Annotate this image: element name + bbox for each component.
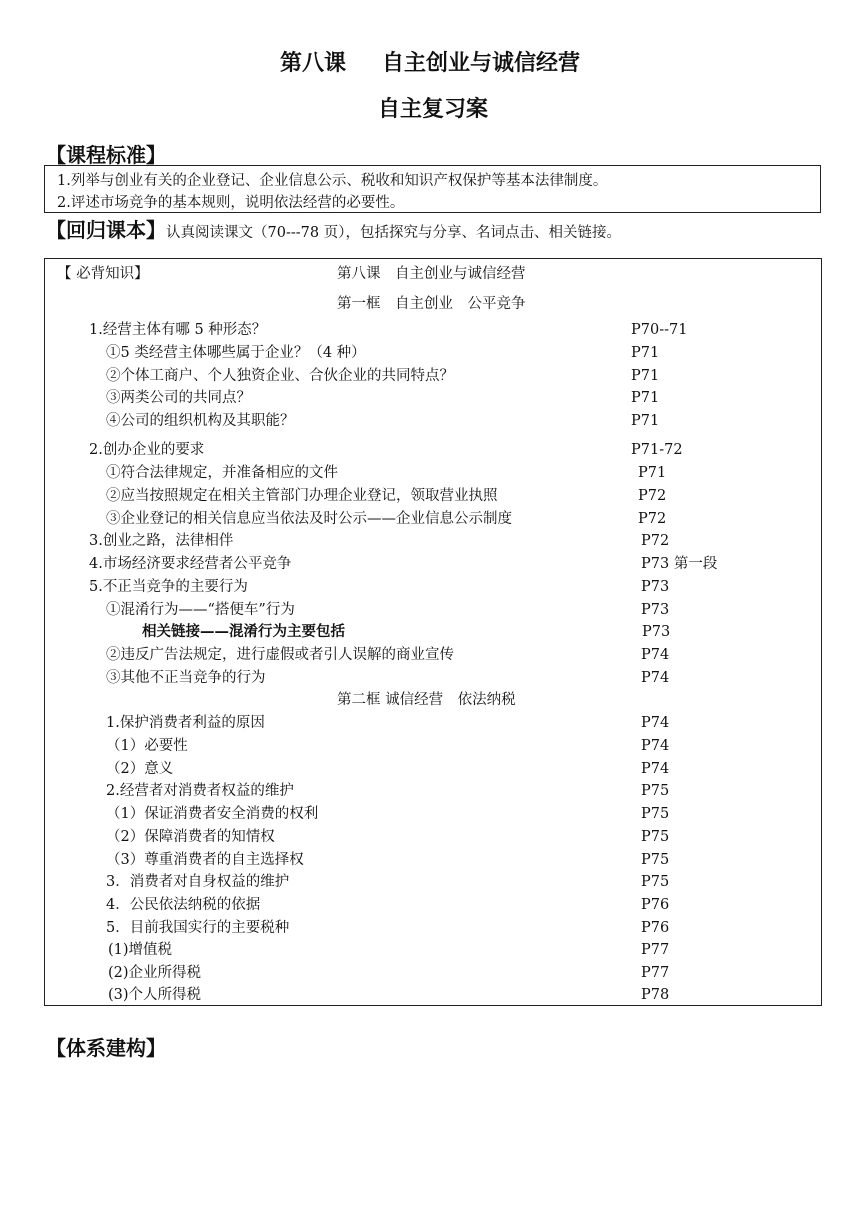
list-item: (1)增值税 P77 bbox=[108, 942, 670, 958]
frame1-title: 第一框 自主创业 公平竞争 bbox=[337, 296, 526, 312]
list-item: ③两类公司的共同点？ P71 bbox=[106, 390, 660, 406]
section-standard-heading: 【课程标准】 bbox=[46, 143, 166, 167]
title-lesson-number: 第八课 bbox=[279, 51, 346, 76]
list-item: 3．消费者对自身权益的维护 P75 bbox=[106, 874, 670, 890]
list-item: ④公司的组织机构及其职能？ P71 bbox=[106, 413, 660, 429]
title-lesson-name: 自主创业与诚信经营 bbox=[382, 51, 581, 76]
list-item: (3)个人所得税 P78 bbox=[108, 987, 670, 1003]
list-item: ③企业登记的相关信息应当依法及时公示——企业信息公示制度 P72 bbox=[106, 511, 667, 527]
list-item: （2）意义 P74 bbox=[106, 761, 670, 777]
list-item: 1.经营主体有哪 5 种形态？ P70--71 bbox=[89, 322, 688, 338]
lesson-title: 第八课 自主创业与诚信经营 bbox=[337, 266, 526, 282]
list-item: （1）保证消费者安全消费的权利 P75 bbox=[106, 806, 670, 822]
list-item: （2）保障消费者的知情权 P75 bbox=[106, 829, 670, 845]
list-item: ②应当按照规定在相关主管部门办理企业登记，领取营业执照 P72 bbox=[106, 488, 667, 504]
standard-item-1: 1.列举与创业有关的企业登记、企业信息公示、税收和知识产权保护等基本法律制度。 bbox=[57, 173, 608, 189]
page-title bbox=[0, 46, 860, 77]
list-item: 4.市场经济要求经营者公平竞争 P73 第一段 bbox=[89, 556, 718, 572]
textbook-section bbox=[46, 214, 621, 243]
list-item: 5．目前我国实行的主要税种 P76 bbox=[106, 920, 670, 936]
list-item: 2.创办企业的要求 P71-72 bbox=[89, 442, 683, 458]
standards-box bbox=[44, 165, 821, 213]
list-item: ①混淆行为——“搭便车”行为 P73 bbox=[106, 602, 670, 618]
list-item: ①符合法律规定，并准备相应的文件 P71 bbox=[106, 465, 667, 481]
standard-item-2: 2.评述市场竞争的基本规则，说明依法经营的必要性。 bbox=[57, 195, 405, 211]
section-system-heading: 【体系建构】 bbox=[46, 1036, 166, 1060]
list-item: 5.不正当竞争的主要行为 P73 bbox=[89, 579, 670, 595]
list-item: 3.创业之路，法律相伴 P72 bbox=[89, 533, 670, 549]
list-item: ②违反广告法规定，进行虚假或者引人误解的商业宣传 P74 bbox=[106, 647, 670, 663]
list-item: 1.保护消费者利益的原因 P74 bbox=[106, 715, 670, 731]
list-item: (2)企业所得税 P77 bbox=[108, 965, 670, 981]
list-item: （3）尊重消费者的自主选择权 P75 bbox=[106, 852, 670, 868]
knowledge-box bbox=[44, 258, 822, 1006]
knowledge-header-row bbox=[45, 263, 821, 285]
frame1-title-row bbox=[45, 293, 821, 315]
knowledge-label: 【 必背知识】 bbox=[57, 266, 149, 282]
frame2-title: 第二框 诚信经营 依法纳税 bbox=[337, 692, 516, 708]
frame2-title-row bbox=[45, 689, 821, 711]
list-item: ③其他不正当竞争的行为 P74 bbox=[106, 670, 670, 686]
textbook-intro: 认真阅读课文（70---78 页），包括探究与分享、名词点击、相关链接。 bbox=[166, 225, 621, 241]
list-item: 4．公民依法纳税的依据 P76 bbox=[106, 897, 670, 913]
list-item: 相关链接——混淆行为主要包括 P73 bbox=[142, 624, 671, 640]
list-item: （1）必要性 P74 bbox=[106, 738, 670, 754]
section-textbook-heading: 【回归课本】 bbox=[46, 218, 166, 242]
list-item: ②个体工商户、个人独资企业、合伙企业的共同特点？ P71 bbox=[106, 368, 660, 384]
list-item: 2.经营者对消费者权益的维护 P75 bbox=[106, 783, 670, 799]
page-subtitle: 自主复习案 bbox=[377, 97, 488, 122]
list-item: ①5 类经营主体哪些属于企业？（4 种） P71 bbox=[106, 345, 660, 361]
